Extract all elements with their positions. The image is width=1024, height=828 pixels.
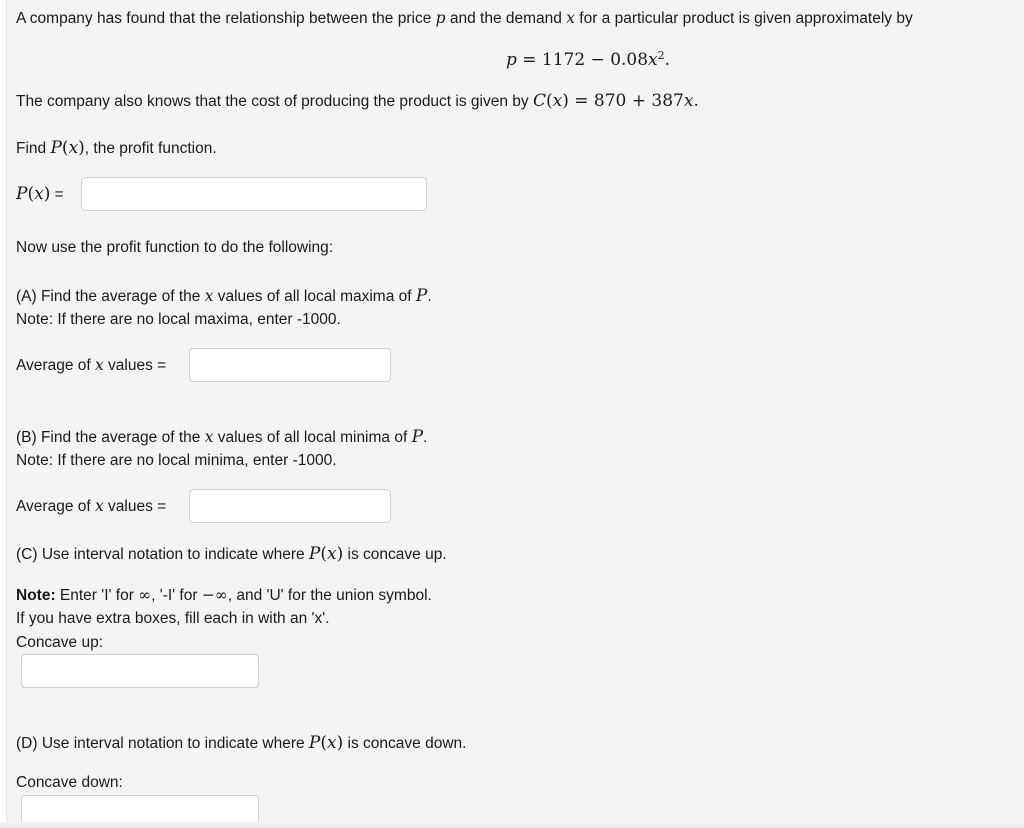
- part-a-note: Note: If there are no local maxima, enter -1000.: [16, 311, 341, 328]
- concave-down-label: Concave down:: [16, 774, 123, 791]
- var-x: x: [566, 9, 575, 27]
- concave-up-input[interactable]: [21, 654, 259, 688]
- part-b-question: (B) Find the average of the x values of all local minima of P.: [16, 427, 428, 447]
- demand-equation: $p = 1172 - 0.08x^2$.: [505, 49, 671, 70]
- concave-up-label: Concave up:: [16, 634, 104, 651]
- part-a-input-label: Average of x values =: [16, 356, 167, 374]
- bottom-shadow: [0, 822, 1024, 828]
- intro-text: A company has found that the relationship between the price p and the demand x for a particular product is given approximately by: [16, 9, 913, 27]
- question-panel: [6, 0, 1024, 828]
- part-c-note: Note: Enter 'I' for ∞, '-I' for −∞, and 'U' for the union symbol.: [16, 586, 432, 604]
- part-c-note-line2: If you have extra boxes, fill each in with an 'x'.: [16, 610, 330, 627]
- local-minima-average-input[interactable]: [189, 489, 391, 523]
- var-p: p: [435, 9, 446, 27]
- profit-prompt: Find P(x), the profit function.: [16, 138, 217, 158]
- part-d-question: (D) Use interval notation to indicate where P(x) is concave down.: [16, 733, 467, 753]
- part-b-input-label: Average of x values =: [16, 497, 167, 515]
- local-maxima-average-input[interactable]: [189, 348, 391, 382]
- profit-function-input[interactable]: [81, 177, 427, 211]
- part-c-question: (C) Use interval notation to indicate where P(x) is concave up.: [16, 544, 447, 564]
- instruction-text: Now use the profit function to do the following:: [16, 239, 334, 256]
- part-b-note: Note: If there are no local minima, enter -1000.: [16, 452, 337, 469]
- cost-sentence: The company also knows that the cost of producing the product is given by C(x) = 870 + 387x.: [16, 91, 699, 111]
- profit-input-label: P(x) =: [16, 184, 64, 204]
- part-a-question: (A) Find the average of the x values of all local maxima of P.: [16, 286, 432, 306]
